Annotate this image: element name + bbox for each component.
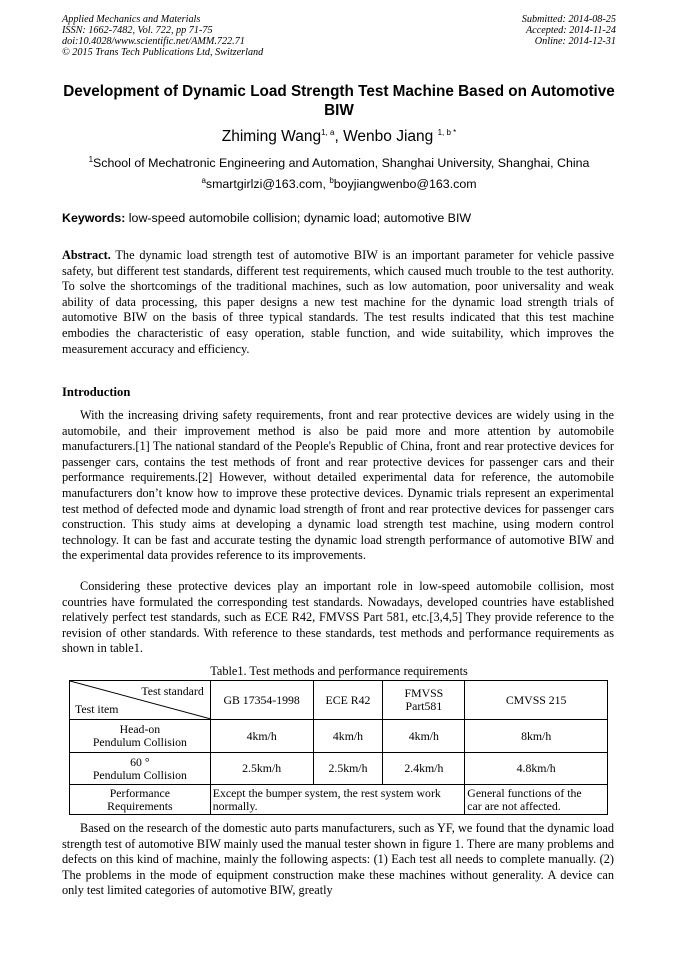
email-a-marker: a [201,175,206,185]
table-cell-merged [210,785,465,815]
table-header-row [70,681,608,720]
table-cell: 4km/h [210,720,313,753]
row-header [70,785,211,815]
table-row [70,720,608,753]
table-cell: 4km/h [313,720,383,753]
abstract-label: Abstract. [62,248,111,262]
submitted-date: Submitted: 2014-08-25 [521,14,616,25]
row-header-line: Pendulum Collision [92,767,187,782]
author-2: Wenbo Jiang [343,128,438,145]
author-1-affil: 1, a [321,127,335,137]
row-header [70,720,211,753]
table-corner-cell [70,681,211,720]
section-heading-introduction: Introduction [62,385,131,399]
cell-line: normally. [212,798,258,813]
keywords-label: Keywords: [62,211,126,225]
column-header [383,681,465,720]
keywords-text: low-speed automobile collision; dynamic load; automotive BIW [125,211,472,225]
column-header-line: Part581 [405,699,443,713]
affiliation-number: 1 [88,154,94,164]
table-cell: 2.4km/h [383,753,465,785]
author-separator: , [334,128,344,145]
table-cell: 4km/h [383,720,465,753]
row-header-line: 60 ° [130,754,150,769]
table-caption: Table1. Test methods and performance requirements [210,664,468,678]
abstract-text: The dynamic load strength test of automotive BIW is an important parameter for vehicle passive safety, but different test standards, different test requirements, which caused much trouble to the test authority. To solve the shortcomings of the traditional machines, such as low automation, poor universality and weak ability of data processing, this paper designs a new test machine for the dynamic load strength trials of automotive BIW on the basis of three typical standards. The test results indicated that this test machine embodies the characteristic of easy operation, stable function, and wide suitability, which improves the measurement accuracy and efficiency. [62,248,614,356]
row-header-line: Requirements [107,798,173,813]
row-header-line: Head-on [119,722,161,736]
row-header [70,753,211,785]
intro-paragraph-1: With the increasing driving safety requirements, front and rear protective devices are widely using in the automobile, and their improvement method is also be paid more and more attention by automobile manufacturers.[1] The national standard of the People's Republic of China, front and rear protective devices for passenger cars, contains the test methods of front and rear protective devices for passenger cars and their performance requirements.[2] However, without detailed experimental data for reference, the automobile manufacturers don’t know how to improve these protective devices. Dynamic trials represent an experimental test method of defected mode and dynamic load strength of front and rear protective devices for passenger cars construction. This study aims at developing a dynamic load strength test machine, using modern control technology. It can be fast and accurate testing the dynamic load strength performance of automotive BIW and the experimental data provides reference to its improvements. [62,408,614,563]
journal-name: Applied Mechanics and Materials [62,14,201,25]
cell-line: General functions of the [467,785,582,800]
cell-line: car are not affected. [467,798,561,813]
online-date: Online: 2014-12-31 [534,36,616,47]
email-b-marker: b [329,175,334,185]
cell-line: Except the bumper system, the rest system work [212,785,441,800]
email-a[interactable]: smartgirlzi@163.com, [205,177,330,191]
row-header-line: Pendulum Collision [92,735,187,749]
accepted-date: Accepted: 2014-11-24 [525,25,616,36]
paper-title: Development of Dynamic Load Strength Test Machine Based on Automotive BIW [63,83,615,119]
table-cell: 2.5km/h [313,753,383,785]
column-header: CMVSS 215 [465,681,608,720]
column-header-line: FMVSS [404,686,444,700]
table-cell [465,785,608,815]
test-methods-table [69,680,608,815]
keywords [62,211,471,225]
email-line [62,177,616,191]
table-row [70,785,608,815]
journal-info [62,14,263,58]
table-cell: 8km/h [465,720,608,753]
corner-test-item: Test item [75,702,119,716]
table-row [70,753,608,785]
submission-dates [522,14,616,47]
table-cell: 4.8km/h [465,753,608,785]
author-line [62,128,616,146]
affiliation-text: School of Mechatronic Engineering and Automation, Shanghai University, Shanghai, China [93,156,590,170]
journal-copyright: © 2015 Trans Tech Publications Ltd, Switzerland [62,47,264,58]
intro-paragraph-2: Considering these protective devices play an important role in low-speed automobile collision, most countries have formulated the corresponding test standards. Nowadays, developed countries have established relatively perfect test standards, such as ECE R42, FMVSS Part 581, etc.[3,4,5] They provide reference to the revision of other standards. With reference to these standards, test methods and performance requirements as shown in table1. [62,579,614,656]
column-header: ECE R42 [313,681,383,720]
corner-test-standard: Test standard [141,684,204,698]
author-1: Zhiming Wang [221,128,322,145]
affiliation [62,156,616,170]
column-header: GB 17354-1998 [210,681,313,720]
row-header-line: Performance [109,785,170,800]
table-cell: 2.5km/h [210,753,313,785]
author-2-affil: 1, b * [437,127,457,137]
intro-paragraph-3: Based on the research of the domestic auto parts manufacturers, such as YF, we found that the dynamic load strength test of automotive BIW mainly used the manual tester shown in figure 1. There are many problems and defects on this kind of machine, mainly the following aspects: (1) Each test all needs to complete manually. (2) The problems in the mode of equipment construction make these machines without generality. A device can only test limited categories of automotive BIW, greatly [62,821,614,898]
abstract [62,248,614,357]
journal-doi: doi:10.4028/www.scientific.net/AMM.722.71 [62,36,245,47]
journal-issn: ISSN: 1662-7482, Vol. 722, pp 71-75 [62,25,213,36]
email-b[interactable]: boyjiangwenbo@163.com [333,177,477,191]
